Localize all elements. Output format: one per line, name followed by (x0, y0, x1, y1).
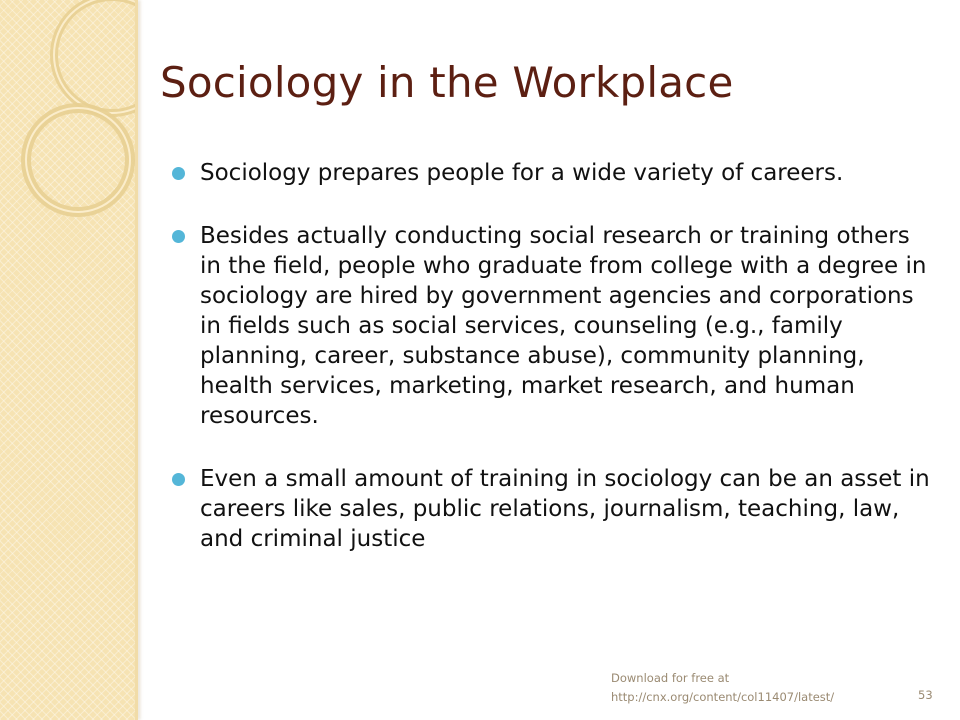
bullet-item (172, 221, 932, 431)
bullet-icon (172, 230, 185, 243)
footer-source (611, 669, 834, 707)
bullet-text: Besides actually conducting social research or training others in the field, people who graduate from college with a degree in sociology are hired by government agencies and corporations in fields such as social services, counseling (e.g., family planning, career, substance abuse), community planning, health services, marketing, market research, and human resources. (200, 223, 927, 429)
bullet-icon (172, 167, 185, 180)
bullet-text: Sociology prepares people for a wide variety of careers. (200, 160, 844, 186)
decorative-circles (0, 0, 135, 260)
download-url: http://cnx.org/content/col11407/latest/ (611, 690, 835, 704)
slide-title: Sociology in the Workplace (160, 58, 734, 107)
sidebar-divider (135, 0, 138, 720)
bullet-list (172, 158, 932, 587)
decorative-sidebar (0, 0, 135, 720)
bullet-text: Even a small amount of training in sociology can be an asset in careers like sales, public relations, journalism, teaching, law, and criminal justice (200, 466, 930, 552)
bullet-item (172, 464, 932, 554)
page-number: 53 (918, 688, 933, 702)
bullet-item (172, 158, 932, 188)
bullet-icon (172, 473, 185, 486)
download-label: Download for free at (611, 671, 730, 685)
